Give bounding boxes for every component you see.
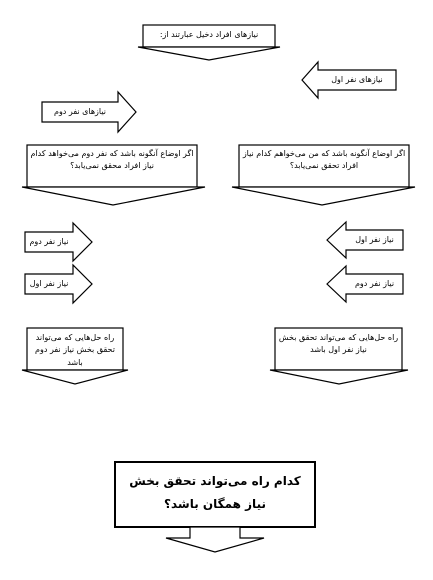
left-question-down-arrow bbox=[22, 187, 205, 205]
right-solution-text: راه حل‌هایی که می‌تواند تحقق بخش نیاز نفر اول باشد bbox=[278, 333, 399, 355]
right-arrow-1-label: نیاز نفر اول bbox=[355, 235, 394, 244]
final-question-text: کدام راه می‌تواند تحقق بخش نیاز همگان باشد؟ bbox=[129, 474, 301, 511]
left-arrow-1-label: نیاز نفر دوم bbox=[29, 237, 69, 246]
right-question-text: اگر اوضاع آنگونه باشد که من می‌خواهم کدام نیاز افراد تحقق نمی‌یابد؟ bbox=[242, 149, 406, 171]
first-person-needs-label: نیازهای نفر اول bbox=[331, 75, 383, 84]
left-solution-down-arrow bbox=[22, 370, 128, 384]
right-solution-down-arrow bbox=[270, 370, 408, 384]
top-box-label: نیازهای افراد دخیل عبارتند از: bbox=[159, 30, 259, 39]
left-arrow-2-label: نیاز نفر اول bbox=[29, 279, 69, 288]
top-down-arrow bbox=[138, 47, 280, 60]
final-down-arrow bbox=[166, 527, 264, 552]
left-question-text: اگر اوضاع آنگونه باشد که نفر دوم می‌خواهد کدام نیاز افراد محقق نمی‌یابد؟ bbox=[30, 149, 194, 171]
second-person-needs-label: نیازهای نفر دوم bbox=[53, 107, 106, 116]
right-question-down-arrow bbox=[232, 187, 415, 205]
right-arrow-2-label: نیاز نفر دوم bbox=[354, 279, 395, 288]
left-solution-text: راه حل‌هایی که می‌تواند تحقق بخش نیاز نفر دوم باشد bbox=[35, 333, 115, 367]
